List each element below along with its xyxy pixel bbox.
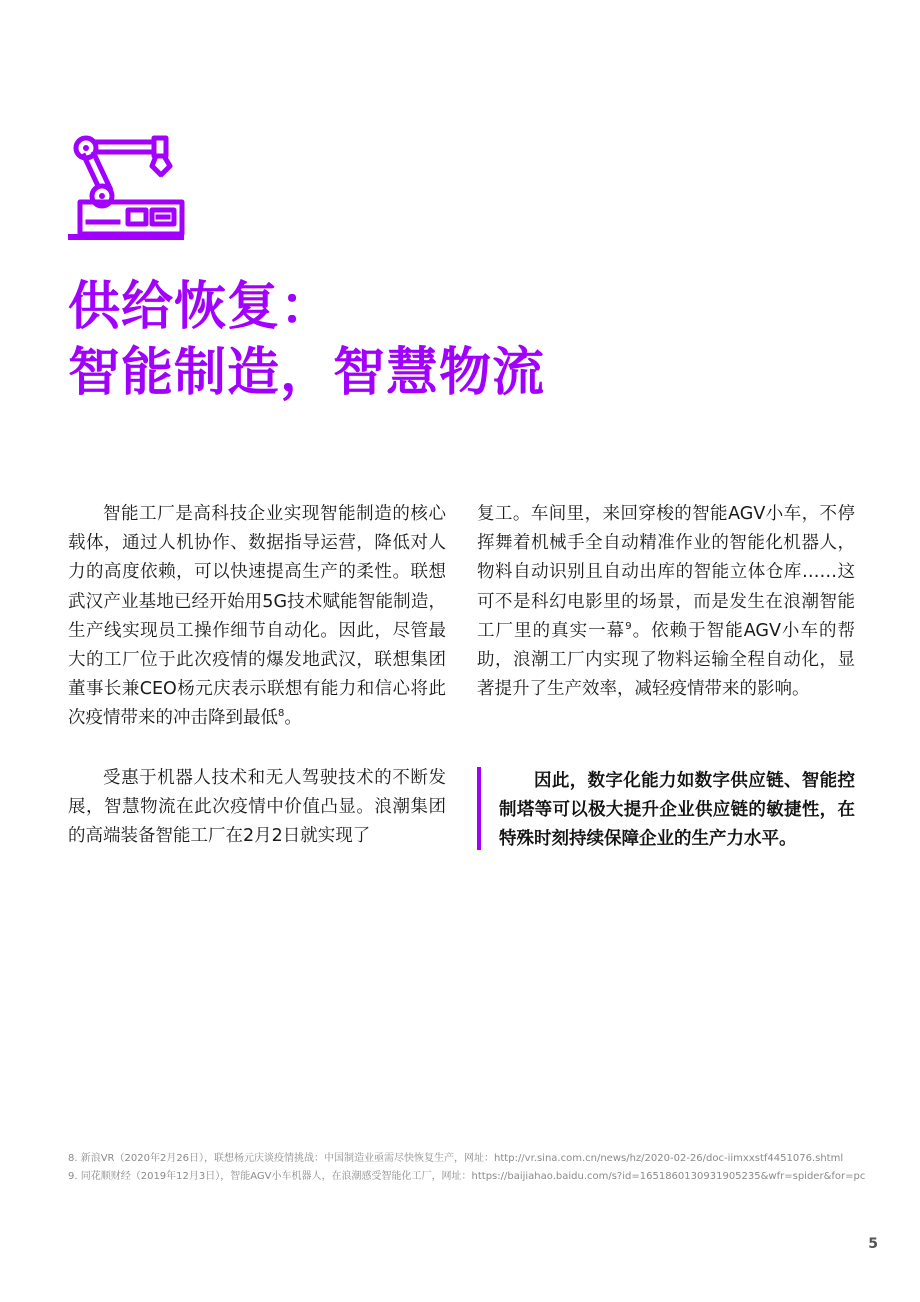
pull-quote — [477, 767, 855, 850]
page-number: 5 — [868, 1236, 878, 1252]
footnotes — [68, 1150, 868, 1186]
footnote-8[interactable]: 8. 新浪VR（2020年2月26日），联想杨元庆谈疫情挑战：中国制造业亟需尽快恢复生产，网址：http://vr.sina.com.cn/news/hz/2020-02-26/doc-iimxxstf4451076.shtml — [68, 1153, 844, 1164]
paragraph-inspur-factory: 复工。车间里，来回穿梭的智能AGV小车，不停挥舞着机械手全自动精准作业的智能化机器人，物料自动识别且自动出库的智能立体仓库……这可不是科幻电影里的场景，而是发生在浪潮智能工厂里的真实一幕$^9$。依赖于智能AGV小车的帮助，浪潮工厂内实现了物料运输全程自动化，显著提升了生产效率，减轻疫情带来的影响。 — [477, 504, 856, 700]
footnote-9[interactable]: 9. 同花顺财经（2019年12月3日），智能AGV小车机器人，在浪潮感受智能化工厂，网址：https://baijiahao.baidu.com/s?id=1651860130931905235&wfr=spider&for=pc — [68, 1171, 866, 1182]
body-column-left — [68, 500, 446, 851]
body-column-right — [477, 500, 855, 704]
paragraph-smart-logistics: 受惠于机器人技术和无人驾驶技术的不断发展，智慧物流在此次疫情中价值凸显。浪潮集团的高端装备智能工厂在2月2日就实现了 — [68, 767, 446, 847]
paragraph-smart-factory: 智能工厂是高科技企业实现智能制造的核心载体，通过人机协作、数据指导运营，降低对人力的高度依赖，可以快速提高生产的柔性。联想武汉产业基地已经开始用5G技术赋能智能制造，生产线实现员工操作细节自动化。因此，尽管最大的工厂位于此次疫情的爆发地武汉，联想集团董事长兼CEO杨元庆表示联想有能力和信心将此次疫情带来的冲击降到最低$^8$。 — [68, 504, 446, 729]
title-line-2: 智能制造，智慧物流 — [68, 343, 546, 403]
robot-arm-icon — [66, 134, 186, 246]
title-line-1: 供给恢复： — [68, 277, 334, 337]
page-title — [68, 274, 828, 406]
footnote-ref-8[interactable]: 8 — [278, 708, 285, 720]
pull-quote-text: 因此，数字化能力如数字供应链、智能控制塔等可以极大提升企业供应链的敏捷性，在特殊时刻持续保障企业的生产力水平。 — [499, 771, 855, 850]
footnote-ref-9[interactable]: 9 — [625, 620, 632, 632]
